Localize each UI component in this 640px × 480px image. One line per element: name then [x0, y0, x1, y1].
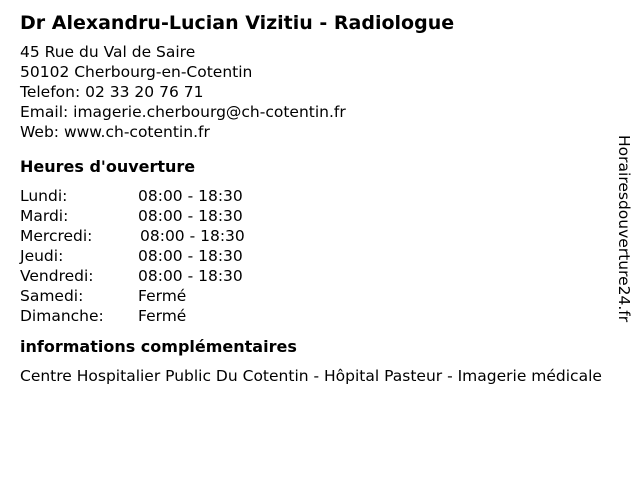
hours-row-wednesday: [20, 226, 610, 246]
time-value: 08:00 - 18:30: [138, 247, 243, 265]
day-label: Dimanche:: [20, 307, 104, 325]
address-block: [20, 42, 610, 142]
day-label: Mercredi:: [20, 227, 93, 245]
time-value: 08:00 - 18:30: [138, 267, 243, 285]
day-label: Lundi:: [20, 187, 68, 205]
day-label: Jeudi:: [20, 247, 64, 265]
phone-line: Telefon: 02 33 20 76 71: [20, 83, 204, 101]
time-value: 08:00 - 18:30: [138, 187, 243, 205]
hours-row-monday: [20, 186, 610, 206]
hours-row-thursday: [20, 246, 610, 266]
site-watermark: Horairesdouverture24.fr: [615, 135, 633, 323]
info-heading: informations complémentaires: [20, 337, 297, 356]
day-label: Mardi:: [20, 207, 69, 225]
city-line: 50102 Cherbourg-en-Cotentin: [20, 63, 253, 81]
time-value: 08:00 - 18:30: [140, 227, 245, 245]
page-title: Dr Alexandru-Lucian Vizitiu - Radiologue: [20, 12, 455, 34]
time-value: Fermé: [138, 307, 187, 325]
time-value: 08:00 - 18:30: [138, 207, 243, 225]
info-text: Centre Hospitalier Public Du Cotentin - Hôpital Pasteur - Imagerie médicale: [20, 367, 602, 385]
time-value: Fermé: [138, 287, 187, 305]
hours-table: [20, 186, 610, 326]
hours-heading: Heures d'ouverture: [20, 157, 196, 176]
business-card: [20, 10, 610, 386]
web-line: Web: www.ch-cotentin.fr: [20, 123, 210, 141]
hours-row-sunday: [20, 306, 610, 326]
day-label: Samedi:: [20, 287, 84, 305]
day-label: Vendredi:: [20, 267, 94, 285]
street-address: 45 Rue du Val de Saire: [20, 43, 196, 61]
email-line: Email: imagerie.cherbourg@ch-cotentin.fr: [20, 103, 346, 121]
hours-row-tuesday: [20, 206, 610, 226]
hours-row-saturday: [20, 286, 610, 306]
hours-row-friday: [20, 266, 610, 286]
